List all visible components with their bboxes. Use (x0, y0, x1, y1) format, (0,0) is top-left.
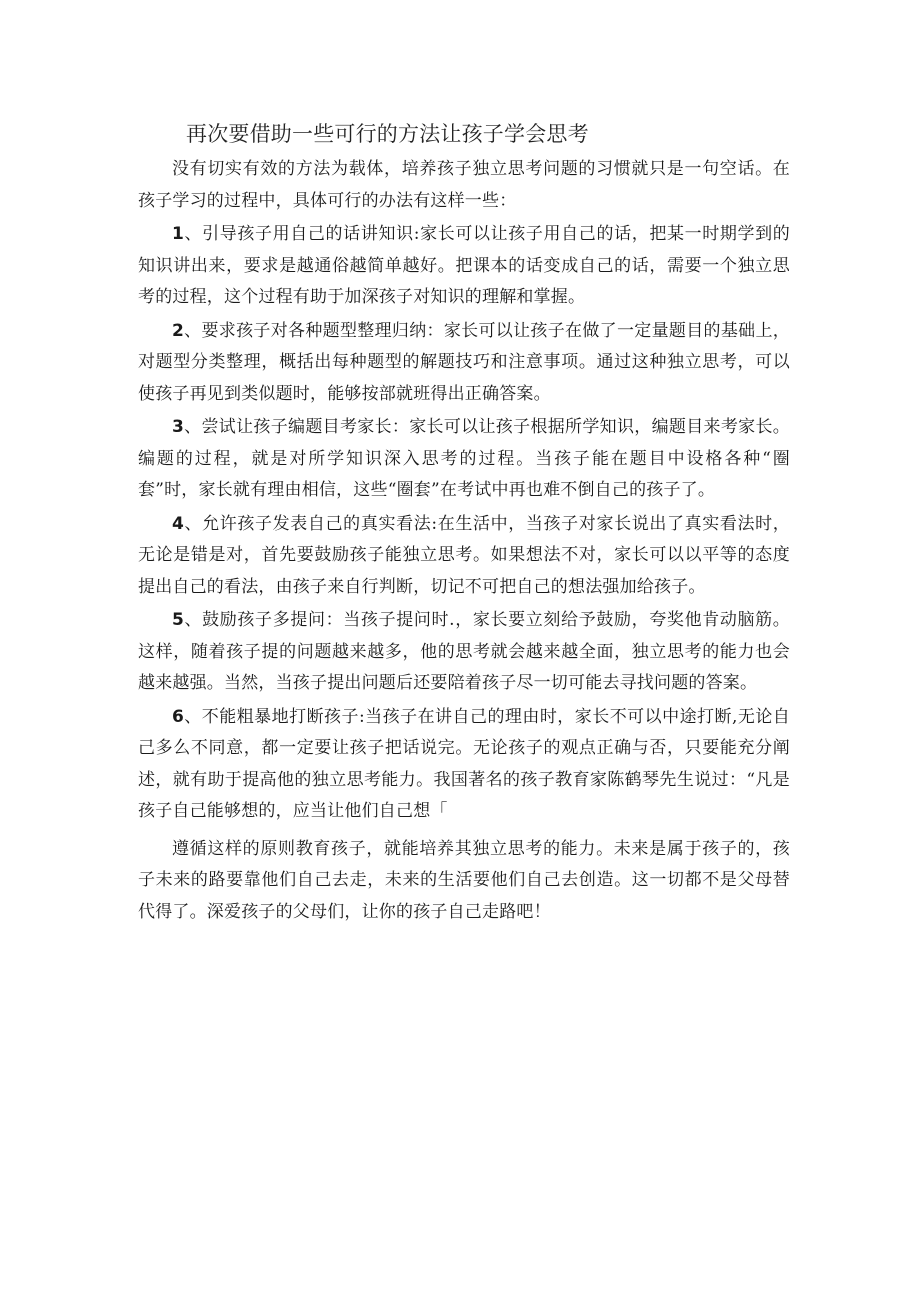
item-text: 、不能粗暴地打断孩子:当孩子在讲自己的理由时，家长不可以中途打断,无论自己多么不同意，都一定要让孩子把话说完。无论孩子的观点正确与否，只要能充分阐述，就有助于提高他的独立思考能力。我国著名的孩子教育家陈鹤琴先生说过：“凡是孩子自己能够想的，应当让他们自己想「 (138, 706, 790, 821)
item-text: 、引导孩子用自己的话讲知识:家长可以让孩子用自己的话，把某一时期学到的知识讲出来，要求是越通俗越简单越好。把课本的话变成自己的话，需要一个独立思考的过程，这个过程有助于加深孩子对知识的理解和掌握。 (138, 224, 790, 307)
item-text: 、鼓励孩子多提问：当孩子提问时.，家长要立刻给予鼓励，夸奖他肯动脑筋。这样，随着孩子提的问题越来越多，他的思考就会越来越全面，独立思考的能力也会越来越强。当然，当孩子提出问题后还要陪着孩子尽一切可能去寻找问题的答案。 (138, 610, 790, 693)
conclusion-paragraph: 遵循这样的原则教育孩子，就能培养其独立思考的能力。未来是属于孩子的，孩子未来的路要靠他们自己去走，未来的生活要他们自己去创造。这一切都不是父母替代得了。深爱孩子的父母们，让你的孩子自己走路吧！ (138, 838, 790, 922)
item-number: 2 (172, 320, 185, 341)
list-item-2 (138, 316, 790, 411)
item-text: 、尝试让孩子编题目考家长：家长可以让孩子根据所学知识，编题目来考家长。编题的过程，就是对所学知识深入思考的过程。当孩子能在题目中设格各种“圈套”时，家长就有理由相信，这些“圈套”在考试中再也难不倒自己的孩子了。 (138, 417, 790, 500)
item-number: 1 (172, 224, 185, 244)
article-title: 再次要借助一些可行的方法让孩子学会思考 (186, 122, 589, 146)
item-text: 、允许孩子发表自己的真实看法:在生活中，当孩子对家长说出了真实看法时，无论是错是对，首先要鼓励孩子能独立思考。如果想法不对，家长可以以平等的态度提出自己的看法，由孩子来自行判断，切记不可把自己的想法强加给孩子。 (138, 513, 790, 597)
item-number: 6 (172, 706, 185, 727)
list-item-1 (138, 219, 790, 314)
list-item-6 (138, 702, 790, 828)
list-item-4 (138, 509, 790, 604)
item-number: 3 (172, 417, 185, 437)
item-number: 4 (172, 513, 185, 534)
list-item-3 (138, 412, 790, 507)
item-text: 、要求孩子对各种题型整理归纳：家长可以让孩子在做了一定量题目的基础上，对题型分类整理，概括出每种题型的解题技巧和注意事项。通过这种独立思考，可以使孩子再见到类似题时，能够按部就班得出正确答案。 (138, 320, 790, 404)
list-item-5 (138, 605, 790, 700)
item-number: 5 (172, 610, 185, 630)
intro-paragraph: 没有切实有效的方法为载体，培养孩子独立思考问题的习惯就只是一句空话。在孩子学习的过程中，具体可行的办法有这样一些： (138, 159, 790, 211)
article-body (138, 116, 790, 930)
